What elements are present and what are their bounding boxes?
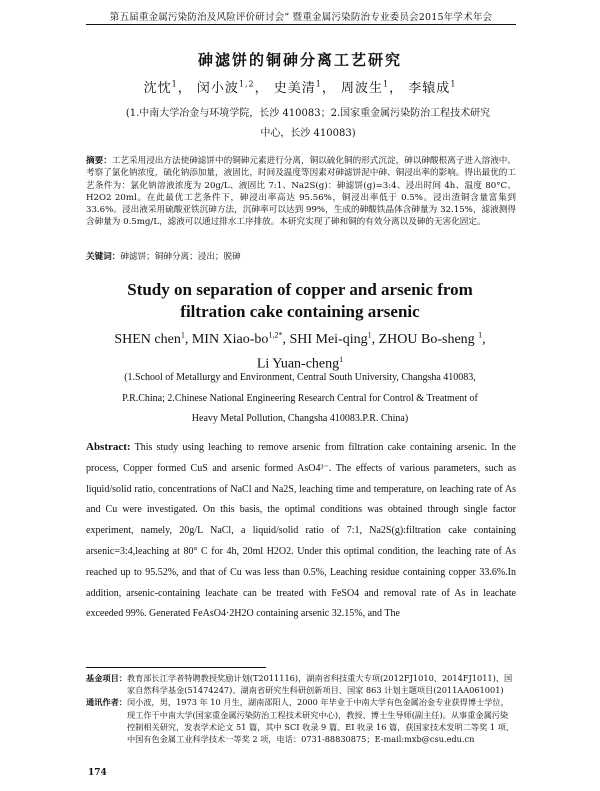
fund-text: 教育部长江学者特聘教授奖励计划(T2011116)，湖南省科技重大专项(2012FJ1010、2014FJ1011)、国家自然科学基金(51474247)、湖南省研究生科研创新项目、国家 863 计划主题项目(2011AA061001): [126, 673, 513, 696]
fund-footnote: [86, 672, 516, 696]
cn-keywords-label: 关键词：: [86, 252, 121, 262]
page-number: 174: [88, 768, 107, 778]
en-aff-line-3: Heavy Metal Pollution, Changsha 410083.P.R. China): [191, 413, 409, 424]
cn-aff-line-1: (1.中南大学冶金与环境学院，长沙 410083；2.国家重金属污染防治工程技术研究: [125, 108, 491, 119]
cn-author-3: 周波生$^1$，: [341, 79, 404, 96]
en-aff-line-2: P.R.China; 2.Chinese National Engineering Research Central for Control & Treatment of: [122, 392, 478, 404]
running-header: 第五届重金属污染防治及风险评价研讨会” 暨重金属污染防治专业委员会2015年学术年会: [109, 12, 493, 23]
cn-author-1: 闵小波$^{1,2}$，: [196, 79, 269, 96]
fund-label: 基金项目：: [86, 673, 127, 683]
cn-author-4: 李辕成$^1$: [408, 79, 457, 96]
en-title-line-2: filtration cake containing arsenic: [180, 302, 420, 321]
cn-abstract-text: 工艺采用浸出方法使砷滤饼中的铜砷元素进行分离，铜以硫化铜的形式沉淀，砷以砷酸根离子进入溶液中。考察了氯化钠浓度，硫化钠添加量，液固比，时间及温度等因素对砷滤饼泥中砷、铜浸出率的影响。得出最优的工艺条件为：氯化钠溶液浓度为 20g/L、液固比 7:1、Na2S(g)：砷滤饼(g)=3:4、浸出时间 4h、温度 80°C、H2O2 20ml。在此最优工艺条件下，砷浸出率高达 95.56%，铜浸出率低于 0.5%。浸出渣铜含量富集到 33.6%。浸出液采用硫酸亚铁沉砷方法，沉砷率可以达到 99%，生成的砷酸铁晶体含砷量为 32.15%，滤液测得含砷量为 0.5mg/L，滤液可以通过排水工序排放。本研究实现了砷和铜的有效分离以及砷的无害化固定。: [86, 156, 516, 228]
en-author-3: ZHOU Bo-sheng $^1$,: [378, 330, 486, 347]
en-aff-line-1: (1.School of Metallurgy and Environment, Central South University, Changsha 410083,: [124, 372, 476, 383]
chinese-title: 砷滤饼的铜砷分离工艺研究: [197, 51, 402, 69]
english-title: [0, 279, 600, 323]
english-authors: [0, 325, 600, 374]
author-text: 闵小波，男，1973 年 10 月生，湖南邵阳人，2000 年毕业于中南大学有色金属冶金专业获得博士学位，现工作于中南大学(国家重金属污染防治工程技术研究中心)，教授、博士生导师(副主任)。从事重金属污染控制相关研究，发表学术论文 51 篇，其中 SCI 收录 9 篇、EI 收录 16 篇，获国家技术发明二等奖 1 项、中国有色金属工业科学技术一等奖 2 项，电话：0731-88830875；E-mail:mxb@csu.edu.cn: [126, 697, 515, 745]
chinese-abstract: [86, 155, 516, 229]
english-abstract: [86, 437, 516, 625]
chinese-keywords: [86, 250, 516, 262]
header-rule: [86, 24, 516, 25]
chinese-authors: [0, 77, 600, 96]
cn-keywords-text: 砷滤饼；铜砷分离；浸出；脱砷: [120, 252, 241, 262]
en-author-1: MIN Xiao-$bo^{1,2*}$,: [191, 330, 290, 347]
en-author-0: SHEN chen$^1$,: [114, 330, 192, 347]
footnotes: [86, 672, 516, 745]
author-footnote: [86, 696, 516, 745]
cn-aff-line-2: 中心，长沙 410083): [260, 128, 356, 139]
footnote-rule: [86, 667, 266, 668]
author-label: 通讯作者：: [86, 697, 127, 708]
cn-abstract-label: 摘要：: [86, 156, 112, 166]
en-authors-line-1: [0, 325, 600, 350]
en-title-line-1: Study on separation of copper and arsenic from: [127, 280, 473, 299]
en-author-2: SHI Mei-qing$^1$,: [289, 330, 379, 347]
en-abstract-text: This study using leaching to remove arsenic from filtration cake containing arsenic. In the process, Copper formed CuS and arsenic formed AsO4³⁻. The effects of various parameters, such as liquid/solid ratio, concentrations of NaCl and Na2S, leaching time and temperature, on leaching rate of As and Cu were investigated. On this basis, the optimal conditions was obtained through single factor experiment, namely, 20g/L NaCl, a liquid/solid ratio of 7:1, Na2S(g):filtration cake containing arsenic=3:4,leaching at 80° C for 4h, 20ml H2O2. Under this optimal condition, the leaching rate of As reached up to 95.52%, and that of Cu was less than 0.5%, Leaching residue containing copper 33.6%.In addition, arsenic-containing leachate can be treated with FeSO4 and removal rate of As in leachate exceeded 99%. Generated FeAsO4·2H2O containing arsenic 32.15%, and The: [86, 442, 516, 620]
en-authors-line-2: Li Yuan-cheng$^1$: [256, 354, 344, 372]
chinese-affiliation: [108, 104, 508, 144]
cn-author-2: 史美清$^1$，: [273, 79, 336, 96]
en-abstract-label: Abstract:: [86, 441, 131, 453]
cn-author-0: 沈忱$^1$，: [143, 79, 192, 96]
english-affiliation: [110, 368, 490, 430]
